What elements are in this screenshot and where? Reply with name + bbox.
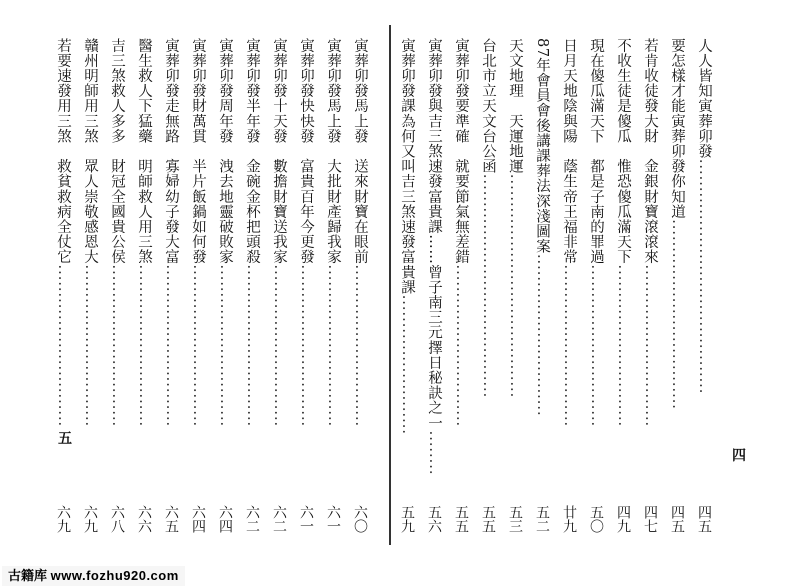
toc-entry-title: 寅葬卯發財萬貫 半片飯鍋如何發 [190,38,206,265]
toc-leader-dots: ............................. [615,264,631,428]
watermark-brand: 古籍库 [8,568,48,583]
toc-entry [240,38,264,538]
toc-entry [692,38,716,538]
toc-entry [294,38,318,538]
toc-leader-dots: ............................. [298,264,314,428]
toc-entry [530,38,554,538]
toc-entry-page: 廿九 [561,505,577,533]
toc-entry-title: 要怎樣才能寅葬卯發你知道 [669,38,685,220]
toc-entry [422,38,446,538]
toc-entry [611,38,635,538]
toc-entry-page: 五五 [453,505,469,533]
toc-entry [476,38,500,538]
toc-entry-title: 天文地理 天運地運 [507,38,523,174]
toc-leader-dots: ............................. [534,253,550,417]
toc-entry-page: 六四 [217,505,233,533]
toc-entry-title: 寅葬卯發十天發 數擔財寶送我家 [271,38,287,265]
toc-leader-dots: ............................. [217,264,233,428]
toc-entry [267,38,291,538]
toc-entry-title: 人人皆知寅葬卯發 [696,38,712,159]
toc-entry-page: 六一 [325,505,341,533]
toc-entry-page: 四五 [669,505,685,533]
toc-entry-title: 寅葬卯發與吉三煞速發富貴課……曾子南三元擇日秘訣之一 [426,38,442,431]
toc-leader-dots: ........................................ [480,173,496,399]
toc-entry-title: 日月天地陰與陽 蔭生帝王福非常 [561,38,577,265]
toc-leader-dots: ............................. [55,264,71,428]
page-number: 四 [732,448,746,464]
toc-entry-title: 寅葬卯發馬上發 送來財寶在眼前 [352,38,368,265]
toc-entry-page: 五二 [534,505,550,533]
toc-entry [395,38,419,538]
toc-entry [132,38,156,538]
toc-leader-dots: ............................. [136,264,152,428]
toc-leader-dots: ............................. [163,264,179,428]
toc-leader-dots: ............................. [190,264,206,428]
toc-leader-dots: ............................. [271,264,287,428]
toc-entry-page: 五九 [399,505,415,533]
toc-entry-page: 六五 [163,505,179,533]
toc-entry-title: 寅葬卯發快快發 富貴百年今更發 [298,38,314,265]
toc-entry-page: 六二 [271,505,287,533]
toc-leader-dots: ............................. [352,264,368,428]
toc-entry-page: 六四 [190,505,206,533]
toc-leader-dots: ............................. [109,264,125,428]
book-gutter [389,25,391,545]
toc-entry-page: 四九 [615,505,631,533]
toc-entry-title: 寅葬卯發半年發 金碗金杯把頭殺 [244,38,260,265]
toc-entry-page: 六一 [298,505,314,533]
toc-leader-dots: .................................. [669,219,685,410]
toc-entry [665,38,689,538]
toc-entry [78,38,102,538]
toc-leader-dots: ............................. [588,264,604,428]
toc-entry-page: 六六 [136,505,152,533]
toc-entry-page: 四五 [696,505,712,533]
toc-entry [186,38,210,538]
toc-entry-page: 五三 [507,505,523,533]
toc-entry-title: 87年會員會後講課葬法深淺圖案 [534,38,550,254]
toc-entry [503,38,527,538]
toc-leader-dots: ............................. [244,264,260,428]
toc-entry-page: 四七 [642,505,658,533]
toc-entry [213,38,237,538]
toc-entry [557,38,581,538]
toc-entry-page: 六二 [244,505,260,533]
watermark-site: www.fozhu920.com [50,568,179,583]
toc-leader-dots: ........ [426,430,442,476]
toc-entry [638,38,662,538]
toc-entry [348,38,372,538]
left-page [0,0,392,587]
toc-leader-dots: ........................................ [507,173,523,399]
toc-entry-page: 六〇 [352,505,368,533]
toc-entry-title: 台北市立天文台公函 [480,38,496,174]
toc-leader-dots: .......................................... [696,158,712,395]
toc-entry-title: 寅葬卯發走無路 寡婦幼子發大富 [163,38,179,265]
toc-entry [449,38,473,538]
toc-entry-title: 寅葬卯發馬上發 大批財產歸我家 [325,38,341,265]
toc-entry [105,38,129,538]
toc-entry-page: 六九 [82,505,98,533]
toc-entry-title: 寅葬卯發要準確 就要節氣無差錯 [453,38,469,265]
toc-entry [159,38,183,538]
toc-leader-dots: ............................. [82,264,98,428]
toc-entry-title: 寅葬卯發周年發 洩去地靈破敗家 [217,38,233,265]
toc-entry-title: 若肯收徒發大財 金銀財寶滾滾來 [642,38,658,265]
toc-leader-dots: ............................. [453,264,469,428]
toc-entry [51,38,75,538]
toc-entry-page: 五六 [426,505,442,533]
page-number: 五 [58,431,72,447]
toc-entry-title: 贛州明師用三煞 眾人崇敬感恩大 [82,38,98,265]
toc-entry-page: 六八 [109,505,125,533]
toc-leader-dots: ............................. [325,264,341,428]
toc-entry-page: 五五 [480,505,496,533]
toc-leader-dots: ......................... [399,294,415,435]
toc-entry-page: 五〇 [588,505,604,533]
toc-entry [584,38,608,538]
right-page [392,0,793,587]
toc-entry-page: 六九 [55,505,71,533]
toc-entry-title: 現在傻瓜滿天下 都是子南的罪過 [588,38,604,265]
toc-entry [321,38,345,538]
toc-entry-title: 醫生救人下猛藥 明師救人用三煞 [136,38,152,265]
toc-entry-title: 若要速發用三煞 救貧救病全仗它 [55,38,71,265]
toc-entry-title: 不收生徒是傻瓜 惟恐傻瓜滿天下 [615,38,631,265]
toc-entry-title: 寅葬卯發課為何又叫吉三煞速發富貴課 [399,38,415,295]
toc-leader-dots: ............................. [561,264,577,428]
toc-leader-dots: ............................. [642,264,658,428]
toc-entry-title: 吉三煞救人多多 財冠全國貴公侯 [109,38,125,265]
watermark-footer [2,566,185,586]
